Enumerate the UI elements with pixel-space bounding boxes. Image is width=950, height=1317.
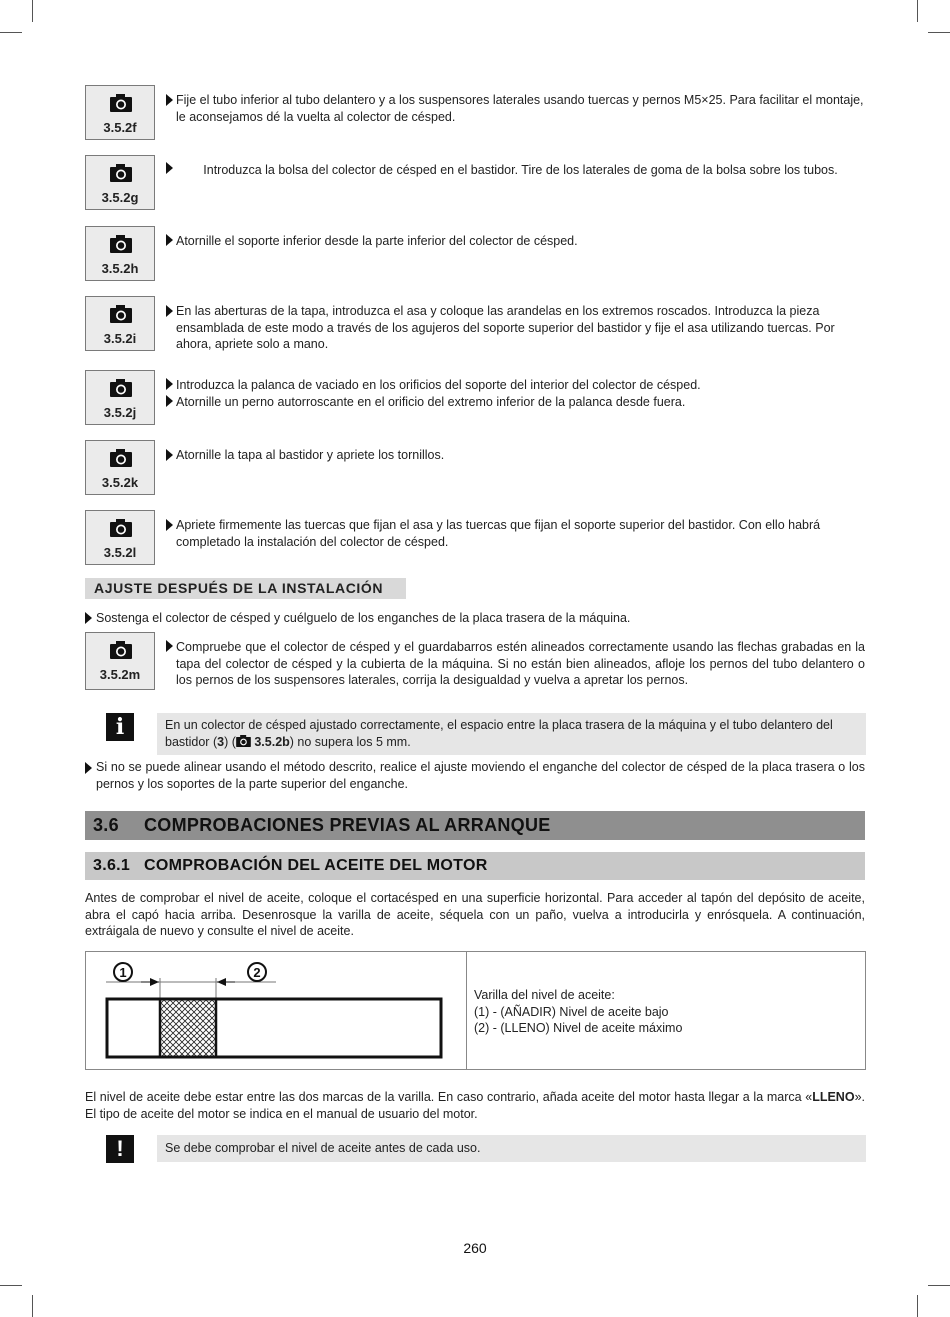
- crop-mark: [0, 32, 22, 33]
- step-text: Fije el tubo inferior al tubo delantero y a los suspensores laterales usando tuercas y pernos M5×25. Para facilitar el montaje, le aconsejamos dé la vuelta al colector de césped.: [176, 93, 864, 124]
- arrow-bullet-icon: [166, 519, 173, 531]
- step-text: Introduzca la bolsa del colector de césped en el bastidor. Tire de los laterales de goma de la bolsa sobre los tubos.: [203, 163, 838, 177]
- dipstick-title: Varilla del nivel de aceite:: [474, 988, 615, 1002]
- figure-reference: [85, 226, 155, 281]
- oil-level-paragraph: [85, 1089, 865, 1122]
- section-number: 3.6: [93, 815, 119, 835]
- warning-note: Se debe comprobar el nivel de aceite antes de cada uso.: [157, 1135, 866, 1162]
- arrow-bullet-icon: [166, 162, 173, 174]
- figure-label: 3.5.2k: [101, 475, 139, 490]
- oil-level-mark: LLENO: [812, 1090, 855, 1104]
- arrow-bullet-icon: [166, 305, 173, 317]
- info-note: [157, 713, 866, 755]
- camera-icon: [110, 235, 132, 253]
- section-heading: [85, 811, 865, 840]
- note-text: ) no supera los 5 mm.: [289, 734, 411, 749]
- arrow-bullet-icon: [166, 234, 173, 246]
- crop-mark: [0, 1285, 22, 1286]
- adjust-heading: AJUSTE DESPUÉS DE LA INSTALACIÓN: [85, 578, 406, 599]
- step-text: En las aberturas de la tapa, introduzca el asa y coloque las arandelas en los extremos roscados. Introduzca la pieza ensamblada de este modo a través de los agujeros del soporte superior del bastidor y fije el asa utilizando tuercas. Por ahora, apriete solo a mano.: [176, 304, 835, 351]
- dipstick-illustration: [86, 952, 466, 1069]
- figure-label: 3.5.2j: [103, 405, 137, 420]
- arrow-bullet-icon: [85, 612, 92, 624]
- arrow-bullet-icon: [166, 378, 173, 390]
- camera-icon: [110, 164, 132, 182]
- step-3-5-2j: [85, 370, 865, 428]
- step-3-5-2f: [85, 85, 865, 143]
- camera-icon: [110, 449, 132, 467]
- adjust-bullet-1: Sostenga el colector de césped y cuélguelo de los enganches de la placa trasera de la máquina.: [96, 611, 631, 625]
- camera-icon: [110, 519, 132, 537]
- camera-icon: [236, 735, 251, 747]
- page-number: 260: [463, 1240, 487, 1256]
- step-text: Atornille la tapa al bastidor y apriete los tornillos.: [176, 448, 445, 462]
- arrow-bullet-icon: [85, 762, 92, 774]
- warning-icon: !: [106, 1135, 134, 1163]
- figure-reference: [85, 85, 155, 140]
- figure-reference: [85, 155, 155, 210]
- step-text: Compruebe que el colector de césped y el guardabarros estén alineados correctamente usando las flechas grabadas en la tapa del colector de césped y la cubierta de la máquina. Si no están bien alineados, afloje los pernos del tubo delantero o los pernos de los suspensores laterales, corrija la desigualdad y vuelva a apretar los pernos.: [176, 640, 865, 687]
- subsection-title: COMPROBACIÓN DEL ACEITE DEL MOTOR: [144, 857, 488, 874]
- arrow-bullet-icon: [166, 449, 173, 461]
- crop-mark: [928, 32, 950, 33]
- step-text: Atornille el soporte inferior desde la parte inferior del colector de césped.: [176, 234, 578, 248]
- camera-icon: [110, 379, 132, 397]
- adjust-bullet-2: Si no se puede alinear usando el método descrito, realice el ajuste moviendo el enganche del colector de césped de la placa trasera o los pernos y los soportes de la parte superior del enganche.: [96, 760, 865, 791]
- figure-label: 3.5.2h: [101, 261, 139, 276]
- step-3-5-2m: [85, 632, 865, 690]
- crop-mark: [917, 1295, 918, 1317]
- figure-label: 3.5.2l: [103, 545, 137, 560]
- step-3-5-2l: [85, 510, 865, 568]
- dipstick-table: [85, 951, 866, 1070]
- step-3-5-2k: [85, 440, 865, 498]
- step-text: Introduzca la palanca de vaciado en los orificios del soporte del interior del colector de césped.: [176, 378, 701, 392]
- camera-icon: [110, 305, 132, 323]
- arrow-bullet-icon: [166, 640, 173, 652]
- marker-1-label: 1: [119, 965, 127, 980]
- figure-reference: [85, 296, 155, 351]
- dipstick-legend-add: (1) - (AÑADIR) Nivel de aceite bajo: [474, 1004, 669, 1019]
- note-ref-number: 3: [217, 734, 225, 749]
- step-3-5-2h: [85, 226, 865, 284]
- step-3-5-2i: [85, 296, 865, 354]
- arrow-bullet-icon: [166, 94, 173, 106]
- camera-icon: [110, 641, 132, 659]
- figure-reference: [85, 440, 155, 495]
- info-icon: i: [106, 713, 134, 741]
- section-title: COMPROBACIONES PREVIAS AL ARRANQUE: [144, 815, 551, 835]
- figure-reference: [85, 370, 155, 425]
- step-text: Atornille un perno autorroscante en el orificio del extremo inferior de la palanca desde fuera.: [176, 395, 686, 409]
- oil-level-text: El nivel de aceite debe estar entre las dos marcas de la varilla. En caso contrario, añada aceite del motor hasta llegar a la marca «: [85, 1090, 813, 1104]
- subsection-heading: [85, 852, 865, 880]
- crop-mark: [32, 0, 33, 22]
- figure-label: 3.5.2m: [99, 667, 141, 682]
- oil-intro-paragraph: Antes de comprobar el nivel de aceite, coloque el cortacésped en una superficie horizontal. Para acceder al tapón del depósito de aceite, abra el capó hacia arriba. Desenrosque la varilla de aceite, séquela con un paño, vuelva a introducirla y enrósquela. A continuación, extráigala de nuevo y consulte el nivel de aceite.: [85, 891, 865, 938]
- dipstick-legend: [474, 987, 682, 1037]
- figure-label: 3.5.2g: [101, 190, 139, 205]
- step-text: Apriete firmemente las tuercas que fijan el asa y las tuercas que fijan el soporte superior del bastidor. Con ello habrá completado la instalación del colector de césped.: [176, 518, 821, 549]
- oil-level-text: ». El tipo de aceite del motor se indica en el manual de usuario del motor.: [85, 1090, 865, 1121]
- figure-reference: [85, 510, 155, 565]
- figure-reference: [85, 632, 155, 690]
- dipstick-legend-full: (2) - (LLENO) Nivel de aceite máximo: [474, 1021, 683, 1035]
- crop-mark: [928, 1285, 950, 1286]
- note-figure-ref: 3.5.2b: [254, 734, 290, 749]
- subsection-number: 3.6.1: [93, 857, 131, 874]
- note-text: En un colector de césped ajustado correctamente, el espacio entre la placa trasera de la máquina y el tubo delantero del bastidor (: [165, 718, 833, 749]
- note-text: ) (: [224, 734, 236, 749]
- crop-mark: [917, 0, 918, 22]
- figure-label: 3.5.2i: [103, 331, 137, 346]
- marker-2-label: 2: [253, 965, 261, 980]
- camera-icon: [110, 94, 132, 112]
- arrow-bullet-icon: [166, 395, 173, 407]
- figure-label: 3.5.2f: [103, 120, 137, 135]
- crop-mark: [32, 1295, 33, 1317]
- dipstick-diagram: [86, 952, 467, 1069]
- step-3-5-2g: [85, 155, 865, 213]
